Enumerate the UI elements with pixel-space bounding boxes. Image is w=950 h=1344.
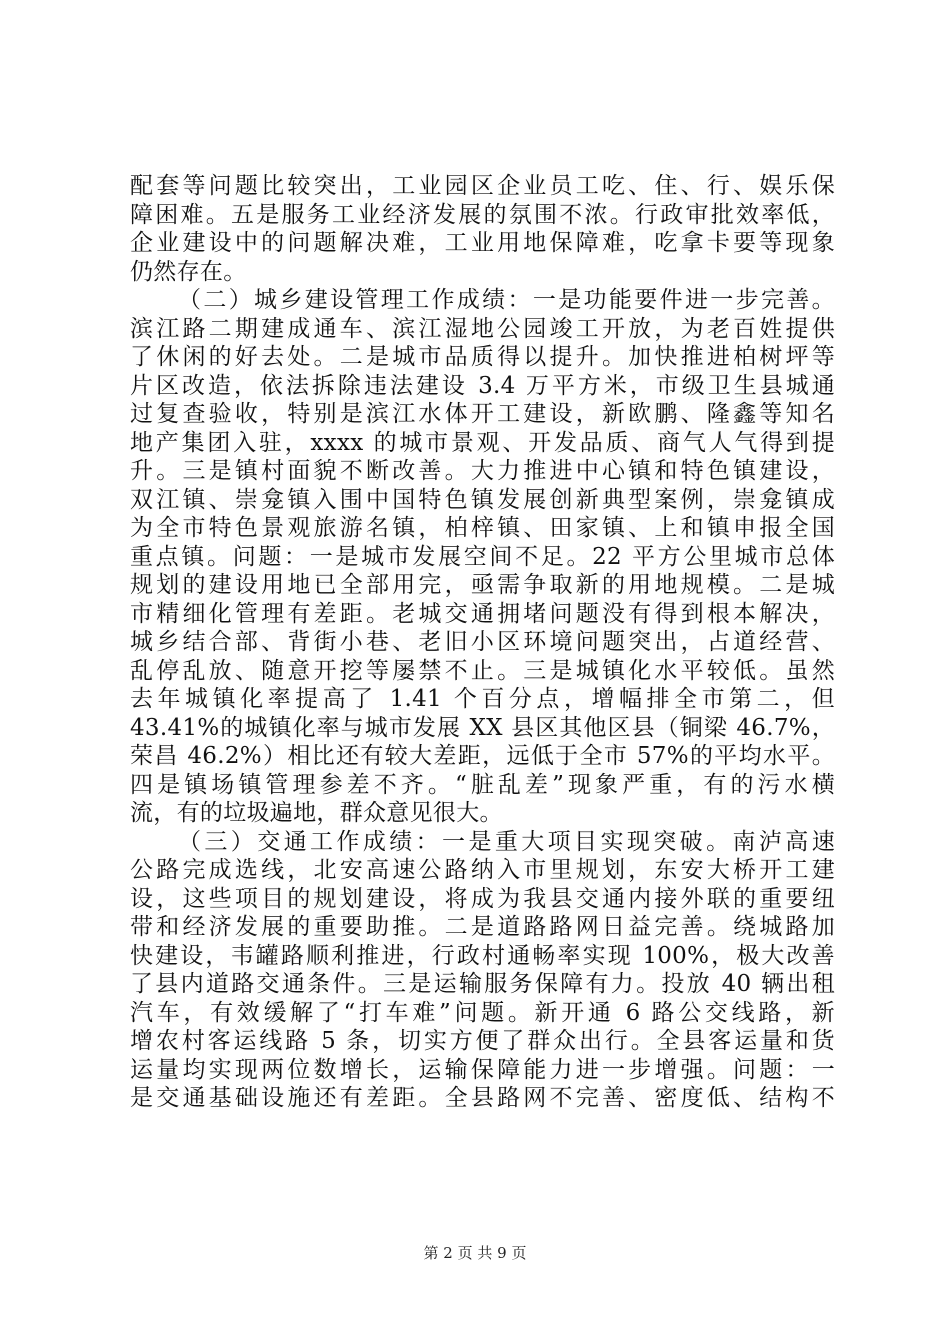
text-line: 滨江路二期建成通车、滨江湿地公园竣工开放，为老百姓提供 (130, 315, 835, 342)
text-line: 设，这些项目的规划建设，将成为我县交通内接外联的重要纽 (130, 885, 835, 912)
text-line: 企业建设中的问题解决难，工业用地保障难，吃拿卡要等现象 (130, 230, 835, 256)
text-line: 片区改造，依法拆除违法建设 3.4 万平方米，市级卫生县城通 (130, 372, 835, 399)
text-line: 仍然存在。 (130, 258, 247, 285)
text-line: 规划的建设用地已全部用完，亟需争取新的用地规模。二是城 (130, 572, 835, 598)
text-line: 43.41%的城镇化率与城市发展 XX 县区其他区县（铜梁 46.7%， (130, 714, 835, 741)
text-line: 公路完成选线，北安高速公路纳入市里规划，东安大桥开工建 (130, 857, 835, 883)
paragraph-heading-line: （二）城乡建设管理工作成绩：一是功能要件进一步完善。 (178, 287, 835, 313)
text-line: 增农村客运线路 5 条，切实方便了群众出行。全县客运量和货 (130, 1028, 835, 1054)
text-line: 双江镇、崇龛镇入围中国特色镇发展创新典型案例，崇龛镇成 (130, 486, 835, 513)
text-line: 带和经济发展的重要助推。二是道路路网日益完善。绕城路加 (130, 914, 835, 940)
text-line: 四是镇场镇管理参差不齐。“脏乱差”现象严重，有的污水横 (130, 771, 835, 798)
text-line: 流，有的垃圾遍地，群众意见很大。 (130, 800, 503, 826)
text-line: 汽车，有效缓解了“打车难”问题。新开通 6 路公交线路，新 (130, 999, 835, 1026)
text-line: 去年城镇化率提高了 1.41 个百分点，增幅排全市第二，但 (130, 686, 835, 712)
body-text (130, 172, 835, 1113)
paragraph-heading-line: （三）交通工作成绩：一是重大项目实现突破。南泸高速 (178, 828, 835, 855)
text-line: 快建设，韦罐路顺利推进，行政村通畅率实现 100%，极大改善 (130, 942, 835, 969)
text-line: 了县内道路交通条件。三是运输服务保障有力。投放 40 辆出租 (130, 971, 835, 997)
text-line: 荣昌 46.2%）相比还有较大差距，远低于全市 57%的平均水平。 (130, 743, 835, 769)
page-number-footer: 第 2 页 共 9 页 (423, 1244, 527, 1262)
text-line: 升。三是镇村面貌不断改善。大力推进中心镇和特色镇建设， (130, 458, 835, 484)
text-line: 市精细化管理有差距。老城交通拥堵问题没有得到根本解决， (130, 600, 835, 627)
text-line: 过复查验收，特别是滨江水体开工建设，新欧鹏、隆鑫等知名 (130, 401, 835, 427)
text-line: 运量均实现两位数增长，运输保障能力进一步增强。问题：一 (130, 1056, 835, 1083)
text-line: 重点镇。问题：一是城市发展空间不足。22 平方公里城市总体 (130, 543, 835, 570)
text-line: 城乡结合部、背街小巷、老旧小区环境问题突出，占道经营、 (130, 629, 835, 655)
text-line: 是交通基础设施还有差距。全县路网不完善、密度低、结构不 (130, 1085, 835, 1111)
text-line: 地产集团入驻，xxxx 的城市景观、开发品质、商气人气得到提 (130, 429, 835, 456)
text-line: 配套等问题比较突出，工业园区企业员工吃、住、行、娱乐保 (130, 173, 835, 199)
text-line: 了休闲的好去处。二是城市品质得以提升。加快推进柏树坪等 (130, 344, 835, 370)
text-line: 障困难。五是服务工业经济发展的氛围不浓。行政审批效率低， (130, 201, 835, 228)
text-line: 为全市特色景观旅游名镇，柏梓镇、田家镇、上和镇申报全国 (130, 515, 835, 541)
text-line: 乱停乱放、随意开挖等屡禁不止。三是城镇化水平较低。虽然 (130, 657, 835, 684)
